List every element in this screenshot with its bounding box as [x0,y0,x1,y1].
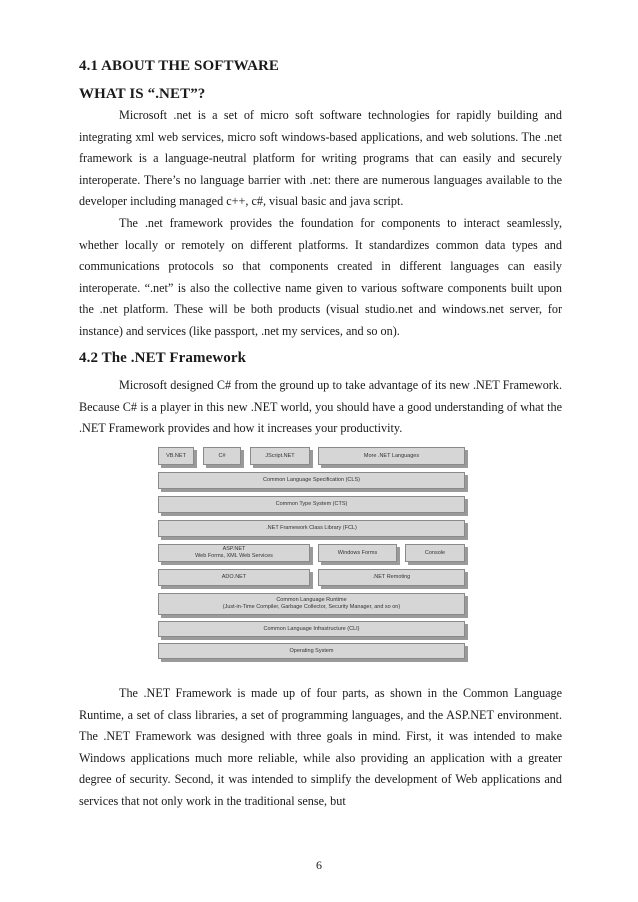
section-heading-net-framework: 4.2 The .NET Framework [79,350,247,366]
paragraph-net-framework-foundation [79,213,562,342]
box-operating-system: Operating System [158,643,465,659]
box-windows-forms: Windows Forms [318,544,397,562]
aspnet-subtitle: Web Forms, XML Web Services [195,553,273,559]
box-aspnet [158,544,310,562]
box-remoting: .NET Remoting [318,569,465,586]
paragraph-framework-parts [79,683,562,812]
paragraph-csharp-design [79,375,562,440]
page-number: 6 [316,858,322,872]
box-cts: Common Type System (CTS) [158,496,465,513]
box-cls: Common Language Specification (CLS) [158,472,465,489]
net-framework-architecture-diagram [158,447,468,660]
box-fcl: .NET Framework Class Library (FCL) [158,520,465,537]
box-csharp: C# [203,447,241,465]
box-adonet: ADO.NET [158,569,310,586]
paragraph-what-is-net [79,105,562,213]
section-heading-about-software: 4.1 ABOUT THE SOFTWARE [79,58,280,74]
aspnet-title: ASP.NET [222,546,246,552]
box-vbnet: VB.NET [158,447,194,465]
box-jscript: JScript.NET [250,447,310,465]
box-clr [158,593,465,615]
box-cli: Common Language Infrastructure (CLI) [158,621,465,637]
paragraph-text: The .net framework provides the foundation for components to interact seamlessly, whether locally or remotely on different platforms. It standardizes common data types and communications protocols so that components created in different languages can easily interoperate. “.net” is also the collective name given to various software components built upon the .net platform. These will be both products (visual studio.net and windows.net server, for instance) and services (like passport, .net my services, and so on). [79,216,562,338]
box-more-languages: More .NET Languages [318,447,465,465]
clr-title: Common Language Runtime [276,597,347,603]
box-console: Console [405,544,465,562]
paragraph-text: Microsoft .net is a set of micro soft software technologies for rapidly building and integrating xml web services, micro soft windows-based applications, and web solutions. The .net framework is a language-neutral platform for writing programs that can easily and securely interoperate. There’s no language barrier with .net: there are numerous languages available to the developer including managed c++, c#, visual basic and java script. [79,108,562,208]
paragraph-text: The .NET Framework is made up of four parts, as shown in the Common Language Runtime, a set of class libraries, a set of programming languages, and the ASP.NET environment. The .NET Framework was designed with three goals in mind. First, it was intended to make Windows applications much more reliable, while also providing an application with a greater degree of security. Second, it was intended to simplify the development of Web applications and services that not only work in the traditional sense, but [79,686,562,808]
subheading-what-is-net: WHAT IS “.NET”? [79,86,206,102]
clr-subtitle: (Just-in-Time Compiler, Garbage Collector, Security Manager, and so on) [222,604,401,610]
paragraph-text: Microsoft designed C# from the ground up to take advantage of its new .NET Framework. Because C# is a player in this new .NET world, you should have a good understanding of what the .NET Framework provides and how it increases your productivity. [79,378,562,435]
